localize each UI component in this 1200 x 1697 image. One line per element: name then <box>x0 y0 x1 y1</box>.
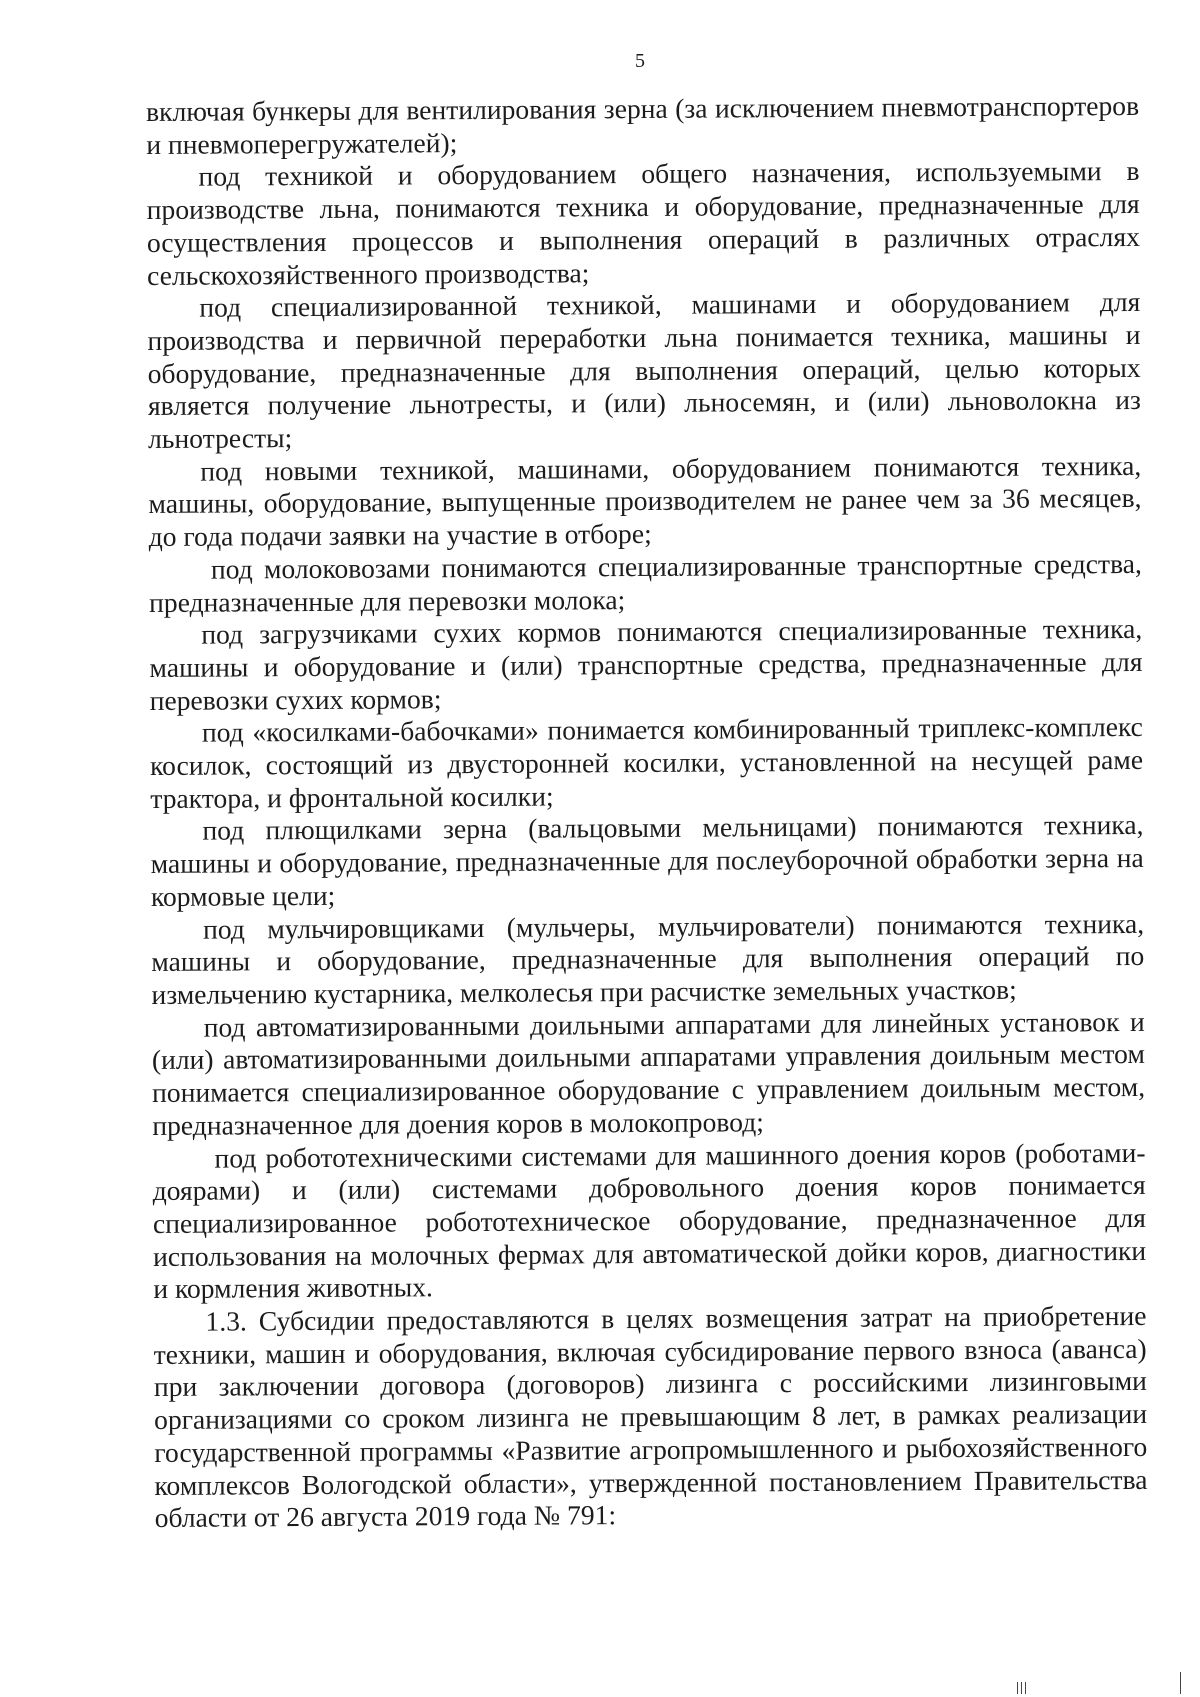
paragraph-milking-robots: под робототехническими системами для машинного доения коров (роботами-доярами) и (или) системами добровольного доения коров понимается специализированное робототехническое оборудование, предназначенное для использования на молочных фермах для автоматической дойки коров, диагностики и кормления животных. <box>152 1136 1147 1305</box>
paragraph-grain-crushers: под плющилками зерна (вальцовыми мельницами) понимаются техника, машины и оборудование, предназначенные для послеуборочной обработки зерна на кормовые цели; <box>150 809 1144 912</box>
paragraph-new-equipment: под новыми техникой, машинами, оборудованием понимаются техника, машины, оборудование, выпущенные производителем не ранее чем за 36 месяцев, до года подачи заявки на участие в отборе; <box>148 449 1142 553</box>
paragraph-milk-trucks: под молоковозами понимаются специализированные транспортные средства, предназначенные для перевозки молока; <box>148 547 1142 618</box>
paragraph-flax-equipment: под специализированной техникой, машинами и оборудованием для производства и первичной переработки льна понимается техника, машины и оборудование, предназначенные для выполнения операций, целью которых является получение льнотресты, и (или) льносемян, и (или) льноволокна из льнотресты; <box>147 286 1141 455</box>
paragraph-feed-loaders: под загрузчиками сухих кормов понимаются специализированные техника, машины и оборудование и (или) транспортные средства, предназначенные для перевозки сухих кормов; <box>149 613 1143 716</box>
paragraph-mulchers: под мульчировщиками (мульчеры, мульчирователи) понимаются техника, машины и оборудование, предназначенные для выполнения операций по измельчению кустарника, мелколесья при расчистке земельных участков; <box>151 907 1145 1010</box>
scan-edge-mark <box>1017 1682 1018 1694</box>
paragraph-butterfly-mowers: под «косилками-бабочками» понимается комбинированный триплекс-комплекс косилок, состоящий из двусторонней косилки, установленной на несущей раме трактора, и фронтальной косилки; <box>149 711 1144 814</box>
paragraph-general-equipment: под техникой и оборудованием общего назначения, используемыми в производстве льна, понимаются техника и оборудование, предназначенные для осуществления процессов и выполнения операций в различных отраслях сельскохозяйственного производства; <box>146 155 1140 291</box>
paragraph-continuation: включая бункеры для вентилирования зерна (за исключением пневмотранспортеров и пневмоперегружателей); <box>146 89 1140 160</box>
page-number: 5 <box>635 50 645 72</box>
paragraph-section-1-3: 1.3. Субсидии предоставляются в целях возмещения затрат на приобретение техники, машин и оборудования, включая субсидирование первого взноса (аванса) при заключении договора (договоров) лизинга с российскими лизинговыми организациями со сроком лизинга не превышающим 8 лет, в рамках реализации государственной программы «Развитие агропромышленного и рыбохозяйственного комплексов Вологодской области», утвержденной постановлением Правительства области от 26 августа 2019 года № 791: <box>153 1299 1148 1534</box>
document-body <box>146 90 1148 1535</box>
scan-edge-mark <box>1021 1682 1022 1694</box>
paragraph-milking-machines: под автоматизированными доильными аппаратами для линейных установок и (или) автоматизированными доильными аппаратами управления доильным местом понимается специализированное оборудование с управлением доильным местом, предназначенное для доения коров в молокопровод; <box>151 1005 1146 1141</box>
scan-edge-mark <box>1025 1682 1026 1694</box>
scan-edge-mark <box>1180 1672 1181 1694</box>
